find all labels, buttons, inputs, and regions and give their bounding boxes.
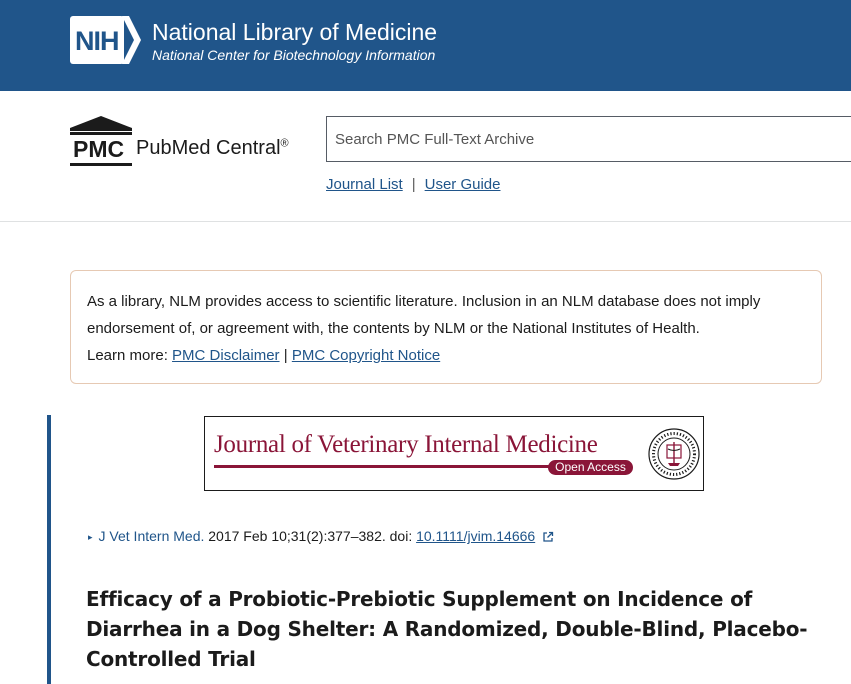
user-guide-link[interactable]: User Guide xyxy=(424,176,501,193)
citation-details: 2017 Feb 10;31(2):377–382. doi: xyxy=(208,528,413,544)
journal-banner-title: Journal of Veterinary Internal Medicine xyxy=(214,431,598,458)
pmc-logo[interactable] xyxy=(70,115,320,165)
nih-chevron-icon xyxy=(122,16,142,64)
journal-banner[interactable] xyxy=(204,416,704,491)
learn-more-label: Learn more: xyxy=(87,347,168,364)
pmc-disclaimer-link[interactable]: PMC Disclaimer xyxy=(172,347,280,364)
journal-list-link[interactable]: Journal List xyxy=(326,176,403,193)
pmc-roof-icon xyxy=(70,115,134,133)
external-link-icon[interactable] xyxy=(542,531,554,543)
link-separator: | xyxy=(411,176,416,193)
expand-triangle-icon[interactable]: ▸ xyxy=(88,532,93,542)
journal-name-link[interactable]: J Vet Intern Med. xyxy=(98,528,205,544)
doi-link[interactable]: 10.1111/jvim.14666 xyxy=(416,528,536,544)
header-links xyxy=(326,176,501,193)
disclaimer-separator: | xyxy=(283,347,288,364)
citation-line xyxy=(88,528,554,544)
article-title: Efficacy of a Probiotic-Prebiotic Supplement on Incidence of Diarrhea in a Dog Shelter: A Randomized, Double-Blind, Placebo-Controlled Trial xyxy=(86,587,808,671)
nih-badge-text: NIH xyxy=(75,26,119,56)
registered-mark: ® xyxy=(280,137,289,150)
pmc-logo-box xyxy=(70,132,132,166)
nih-title[interactable]: National Library of Medicine xyxy=(152,19,438,45)
search-input[interactable] xyxy=(327,117,851,161)
nih-banner xyxy=(0,0,851,91)
nih-logo[interactable] xyxy=(70,16,140,64)
pmc-copyright-link[interactable]: PMC Copyright Notice xyxy=(291,347,441,364)
pmc-header xyxy=(0,91,851,222)
journal-banner-rule xyxy=(214,465,552,468)
nih-subtitle: National Center for Biotechnology Information xyxy=(152,47,436,63)
disclaimer-box xyxy=(70,270,822,384)
pmc-logo-box-text: PMC xyxy=(73,136,125,162)
open-access-badge: Open Access xyxy=(548,460,633,475)
nih-badge xyxy=(70,16,140,64)
search-box xyxy=(326,116,851,162)
college-seal-icon xyxy=(647,425,701,483)
article-accent-bar xyxy=(47,415,51,684)
pmc-logo-name-text: PubMed Central xyxy=(136,137,281,159)
pmc-logo-name xyxy=(136,137,289,160)
disclaimer-text: As a library, NLM provides access to scientific literature. Inclusion in an NLM database does not imply endorsement of, or agreement with, the contents by NLM or the National Institutes of Health. xyxy=(87,293,761,337)
